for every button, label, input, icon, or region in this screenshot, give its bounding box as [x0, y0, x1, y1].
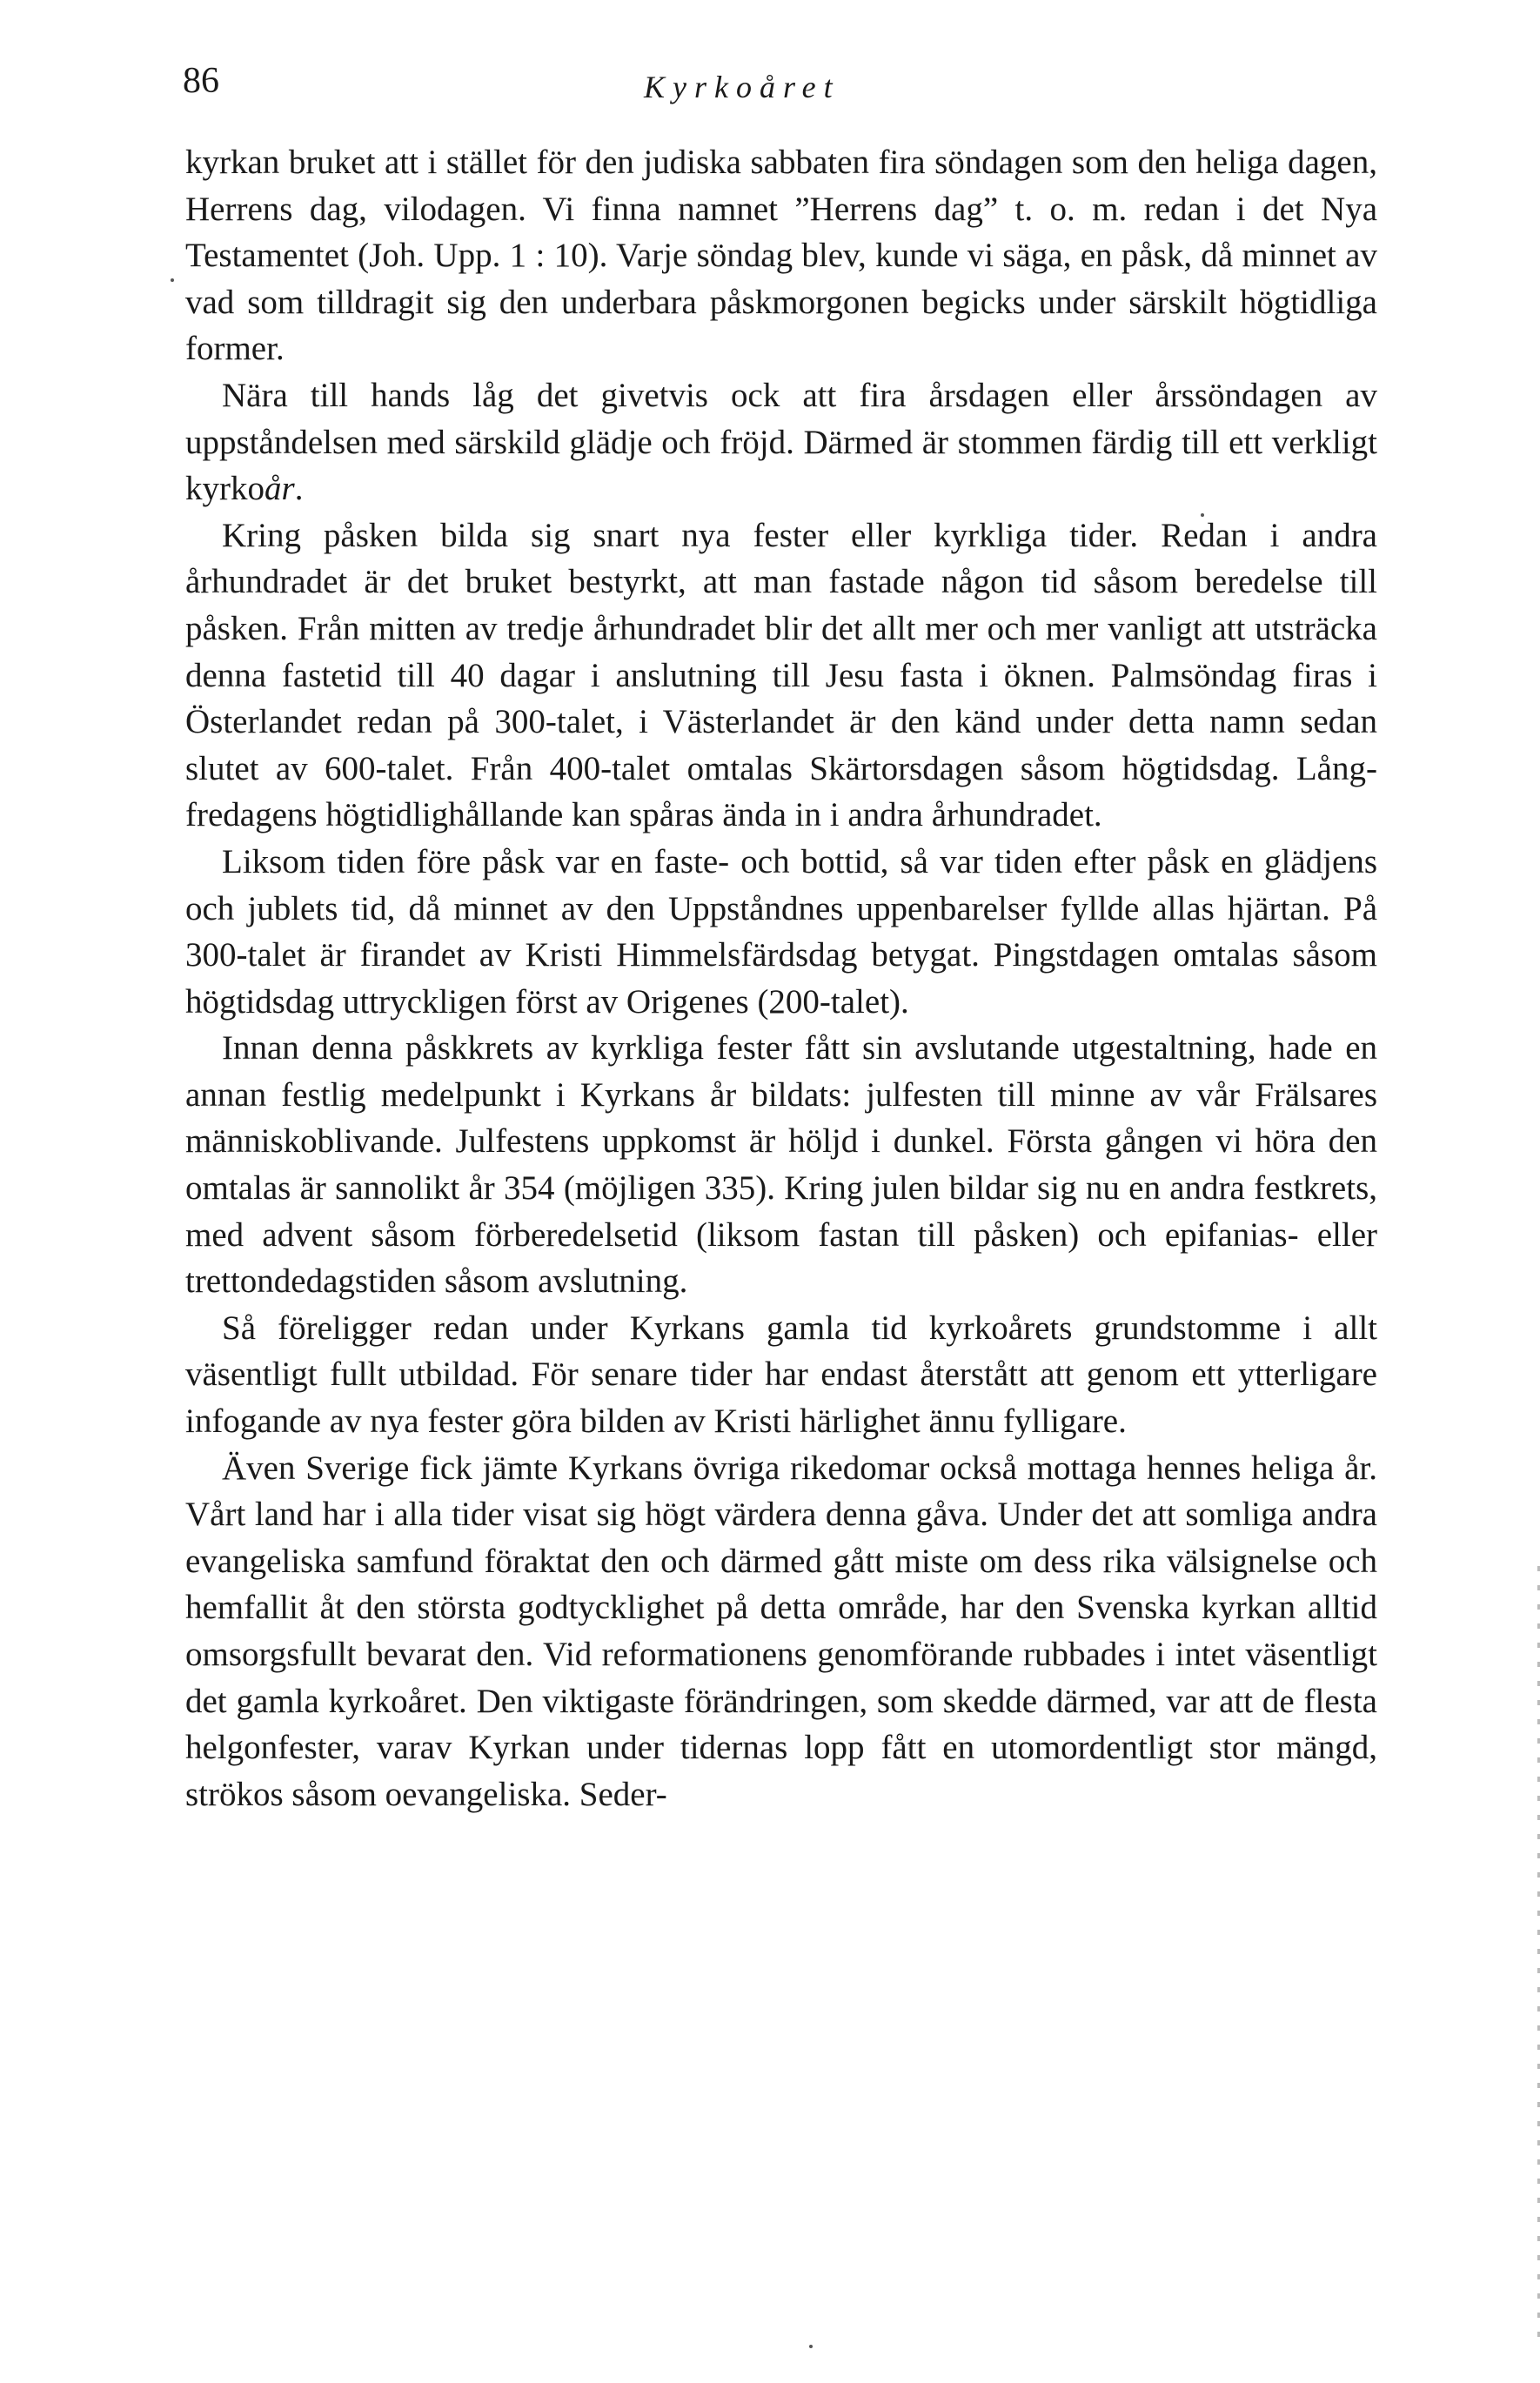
paragraph [185, 139, 1377, 372]
page-number: 86 [183, 61, 219, 101]
paragraph-text: kyrkan bruket att i stället för den judiska sabbaten fira söndagen som den heliga dagen, Herrens dag, vilodagen. Vi finna namnet ”Herrens dag” t. o. m. redan i det Nya Testamentet (Joh. Upp. 1 : 10). Varje söndag blev, kunde vi säga, en påsk, då minnet av vad som tilldragit sig den underbara påskmorgonen begicks under särskilt högtidliga former. [185, 144, 1377, 368]
paragraph-text: Så föreligger redan under Kyrkans gamla tid kyrkoårets grundstomme i allt väsentligt fullt utbildad. För senare tider har endast återstått att genom ett ytterligare infogande av nya fester göra bilden av Kristi härlighet ännu fylligare. [185, 1309, 1377, 1441]
paragraph [185, 372, 1377, 512]
paragraph [185, 1025, 1377, 1305]
paragraph-text: Nära till hands låg det givetvis ock att fira årsdagen eller årssöndagen av uppståndelsen med särskild glädje och fröjd. Därmed är stommen färdig till ett verkligt kyrko [185, 376, 1377, 508]
paragraph [185, 512, 1377, 839]
paragraph [185, 1445, 1377, 1818]
paragraph-text-end: . [294, 470, 304, 508]
scan-speck [1201, 513, 1204, 517]
paragraph [185, 1305, 1377, 1445]
body-text [185, 139, 1377, 1817]
emphasized-text: år [264, 470, 295, 508]
paragraph-text: Innan denna påskkrets av kyrkliga fester fått sin avslutande utgestaltning, hade en annan festlig medelpunkt i Kyrkans år bildats: julfesten till minne av vår Frälsares människoblivande. Julfestens uppkomst är höljd i dunkel. Första gången vi höra den omtalas är sannolikt år 354 (möjligen 335). Kring julen bildar sig nu en andra festkrets, med advent såsom förberedelsetid (liksom fastan till påsken) och epifanias- eller trettondedagstiden såsom avslutning. [185, 1029, 1377, 1301]
running-head: Kyrkoåret [644, 70, 840, 104]
scan-speck [809, 2345, 813, 2348]
scan-speck [171, 278, 174, 282]
paragraph [185, 839, 1377, 1025]
paragraph-text: Liksom tiden före påsk var en faste- och bottid, så var tiden efter påsk en glädjens och jublets tid, då minnet av den Uppståndnes uppenbarelser fyllde allas hjärtan. På 300-talet är firandet av Kristi Himmelsfärdsdag betygat. Pingstdagen omtalas såsom högtidsdag uttryckligen först av Origenes (200-talet). [185, 842, 1377, 1021]
paragraph-text: Även Sverige fick jämte Kyrkans övriga rikedomar också mottaga hennes heliga år. Vårt land har i alla tider visat sig högt värdera denna gåva. Under det att somliga andra evangeliska samfund föraktat den och därmed gått miste om dess rika välsignelse och hemfallit åt den största godtycklighet på detta område, har den Svenska kyrkan alltid omsorgsfullt bevarat den. Vid reformationens genomförande rubbades i intet väsentligt det gamla kyrkoåret. Den viktigaste förändringen, som skedde därmed, var att de flesta helgonfester, varav Kyrkan under tidernas lopp fått en utomordentligt stor mängd, strökos såsom oevangeliska. Seder- [185, 1449, 1377, 1813]
paragraph-text: Kring påsken bilda sig snart nya fester eller kyrkliga tider. Redan i andra århundradet är det bruket bestyrkt, att man fastade någon tid såsom beredelse till påsken. Från mitten av tredje århundradet blir det allt mer och mer vanligt att utsträcka denna fastetid till 40 dagar i anslutning till Jesu fasta i öknen. Palmsöndag firas i Österlandet redan på 300-talet, i Västerlandet är den känd under detta namn sedan slutet av 600-talet. Från 400-talet omtalas Skärtorsdagen såsom högtidsdag. Långfredagens högtidlighållande kan spåras ända in i andra århundradet. [185, 516, 1377, 834]
